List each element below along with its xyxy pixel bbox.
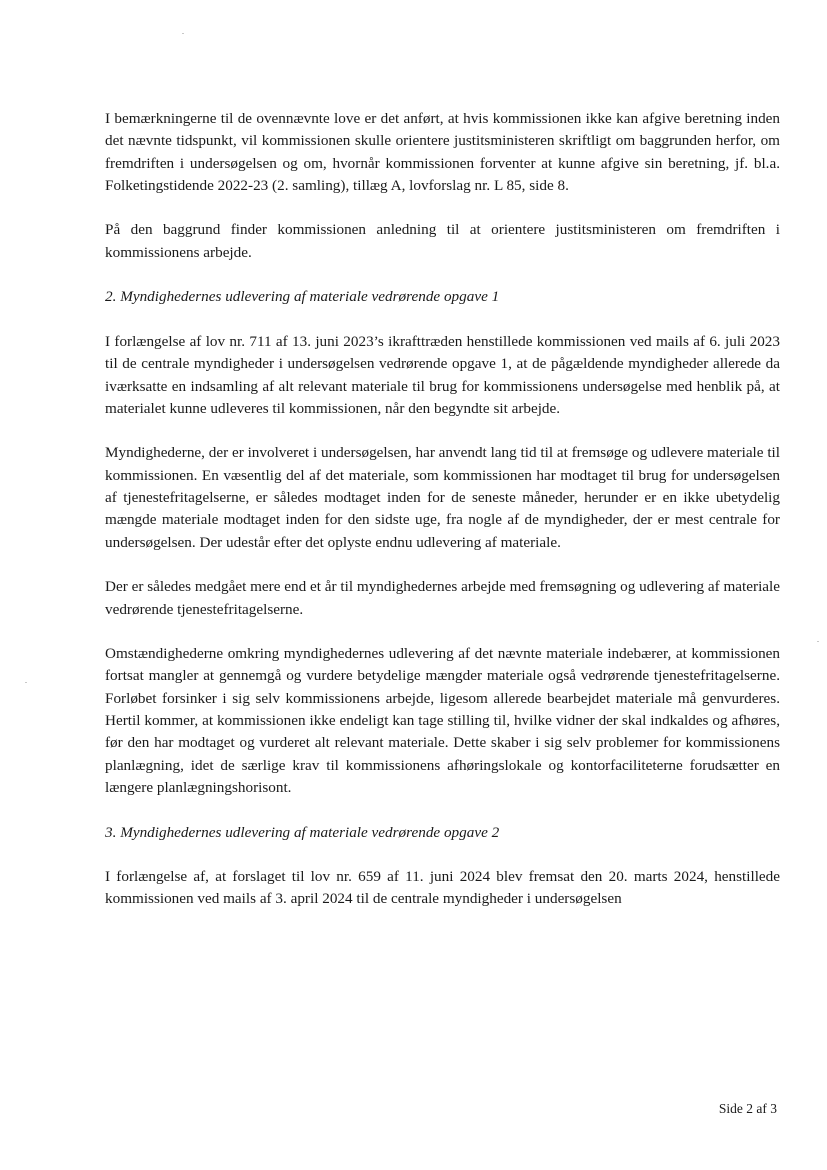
body-paragraph: I bemærkningerne til de ovennævnte love er det anført, at hvis kommissionen ikke kan afgive beretning inden det nævnte tidspunkt, vil kommissionen skulle orientere justitsministeren skriftligt om baggrunden herfor, om fremdriften i undersøgelsen og om, hvornår kommissionen forventer at kunne afgive sin beretning, jf. bl.a. Folketingstidende 2022-23 (2. samling), tillæg A, lovforslag nr. L 85, side 8. [105,110,780,194]
body-paragraph: Der er således medgået mere end et år til myndighedernes arbejde med fremsøgning og udlevering af materiale vedrørende tjenestefritagelserne. [105,578,780,618]
body-paragraph: Myndighederne, der er involveret i undersøgelsen, har anvendt lang tid til at fremsøge og udlevere materiale til kommissionen. En væsentlig del af det materiale, som kommissionen har modtaget til brug for undersøgelsen af tjenestefritagelserne, er således modtaget inden for de seneste måneder, herunder er en ikke ubetydelig mængde materiale modtaget inden for den sidste uge, fra nogle af de myndigheder, der er mest centrale for undersøgelsen. Der udestår efter det oplyste endnu udlevering af materiale. [105,444,780,551]
body-paragraph: På den baggrund finder kommissionen anledning til at orientere justitsministeren om fremdriften i kommissionens arbejde. [105,221,780,261]
page-number: Side 2 af 3 [718,1101,777,1116]
scan-speck [25,682,27,683]
section-heading: 2. Myndighedernes udlevering af materiale vedrørende opgave 1 [105,288,500,306]
document-body [105,108,780,933]
body-paragraph: Omstændighederne omkring myndighedernes udlevering af det nævnte materiale indebærer, at kommissionen fortsat mangler at gennemgå og vurdere betydelige mængder materiale også vedrørende tjenestefritagelserne. Forløbet forsinker i sig selv kommissionens arbejde, ligesom allerede bearbejdet materiale må genvurderes. Hertil kommer, at kommissionen ikke endeligt kan tage stilling til, hvilke vidner der skal indkaldes og afhøres, før den har modtaget og vurderet alt relevant materiale. Dette skaber i sig selv problemer for kommissionens planlægning, idet de særlige krav til kommissionens afhøringslokale og kontorfaciliteterne forudsætter en længere planlægningshorisont. [105,645,780,796]
body-paragraph: I forlængelse af, at forslaget til lov nr. 659 af 11. juni 2024 blev fremsat den 20. marts 2024, henstillede kommissionen ved mails af 3. april 2024 til de centrale myndigheder i undersøgelsen [105,868,780,908]
body-paragraph: I forlængelse af lov nr. 711 af 13. juni 2023’s ikrafttræden henstillede kommissionen ved mails af 6. juli 2023 til de centrale myndigheder i undersøgelsen vedrørende opgave 1, at de pågældende myndigheder allerede da iværksatte en indsamling af alt relevant materiale til brug for kommissionens undersøgelse med henblik på, at materialet kunne udleveres til kommissionen, når den begyndte sit arbejde. [105,332,780,417]
section-heading: 3. Myndighedernes udlevering af materiale vedrørende opgave 2 [105,823,500,841]
scan-speck [817,641,819,642]
scan-speck [182,33,184,34]
